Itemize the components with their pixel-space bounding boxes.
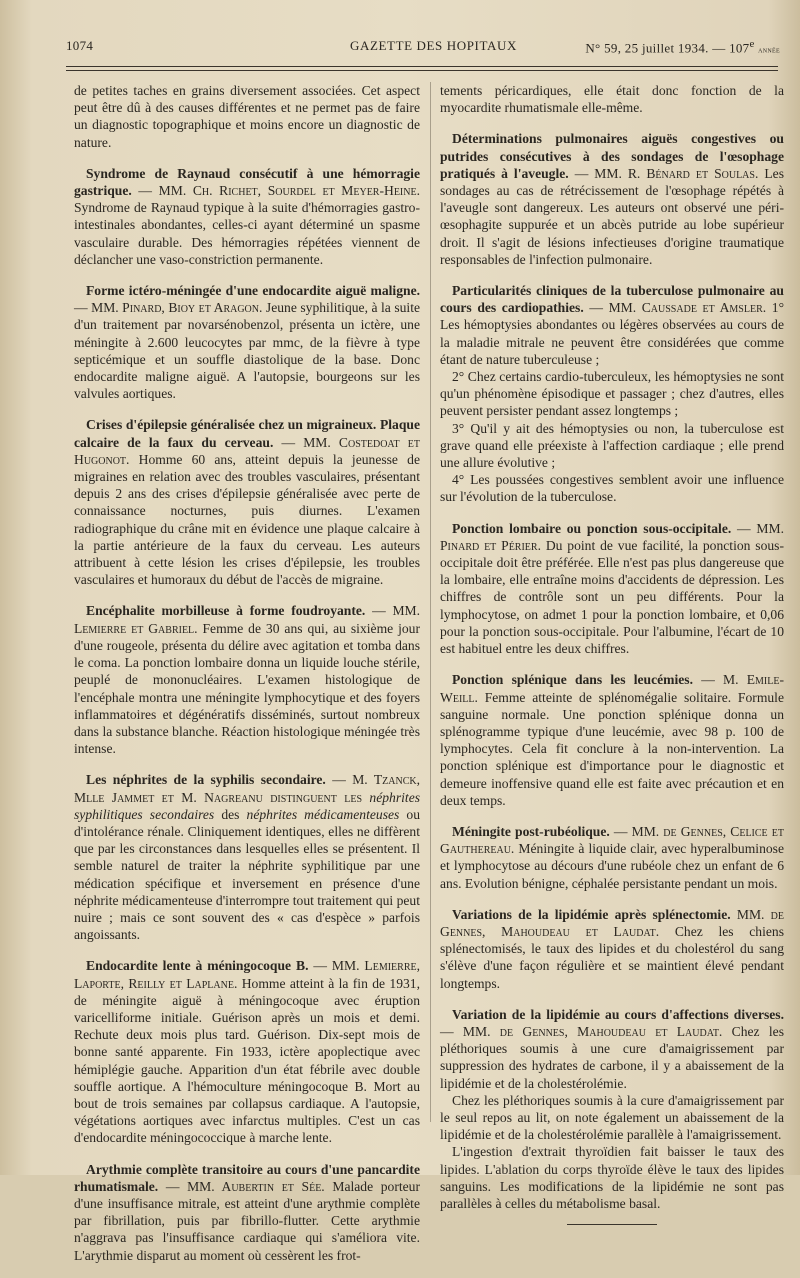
abstract-ponction-lombaire: Ponction lombaire ou ponction sous-occipitale. — MM. Pinard et Périer. Du point de vue facilité, la ponction sous-occipitale doit être préférée. Elle n'est pas plus dangereuse que la lombaire, elle entraîne moins d'accidents de dépression. Les chiffres de contrôle sont un peu différents. Pour la lymphocytose, on admet 1 pour la ponction lombaire, et 0,06 pour la ponction sous-occipitale. Pour l'albumine, l'écart de 10 est habituel entre les deux chiffres. xyxy=(440,520,784,657)
header-rule xyxy=(66,66,778,67)
abstract-tuberculose: Particularités cliniques de la tuberculose pulmonaire au cours des cardiopathies. — MM. Caussade et Amsler. 1° Les hémoptysies abondantes ou légères observées au cours de la maladie mitrale ne peuvent être considérées que comme étant de nature tuberculeuse ; xyxy=(440,283,784,367)
continued-paragraph: de petites taches en grains diversement associées. Cet aspect peut être dû à des causes différentes et ne permet pas de faire un diagnostic topographique et moins encore un diagnostic de nature. xyxy=(74,83,420,150)
tuberculose-point-4: 4° Les poussées congestives semblent avoir une influence sur l'évolution de la tuberculose. xyxy=(440,472,784,505)
left-column xyxy=(74,82,420,1278)
continued-paragraph-right: tements péricardiques, elle était donc fonction de la myocardite rhumatismale elle-même. xyxy=(440,83,784,116)
abstract-encephalite: Encéphalite morbilleuse à forme foudroyante. — MM. Lemierre et Gabriel. Femme de 30 ans qui, au sixième jour d'une rougeole, présenta du délire avec agitation et tomba dans le coma. La ponction lombaire donna un liquide louche stérile, peuplé de mononucléaires. L'examen histologique de l'encéphale montra une méningite lymphocytique et des foyers inflammatoires et dégénératifs disséminés, surtout nombreux dans la substance blanche. Réaction histologique méningée très intense. xyxy=(74,603,421,757)
abstract-meningite-rubeolique: Méningite post-rubéolique. — MM. de Gennes, Celice et Gauthereau. Méningite à liquide clair, avec hyperalbuminose et lymphocytose au décours d'une rubéole chez un enfant de 6 ans. Evolution bénigne, céphalée persistante pendant un mois. xyxy=(440,823,784,891)
lipidemie-paragraph-2: Chez les pléthoriques soumis à la cure d'amaigrissement par le seul repos au lit, on note également un abaissement de la lipidémie et de la cholestérolémie parallèle à l'amaigrissement. xyxy=(440,1092,784,1143)
abstract-ponction-splenique: Ponction splénique dans les leucémies. — M. Emile-Weill. Femme atteinte de splénomégalie solitaire. Formule sanguine normale. Une ponction splénique donna un splénogramme typique d'une leucémie, avec 98 p. 100 de lymphocytes. Cela fit conclure à la non-intervention. La ponction splénique est d'importance pour le diagnostic et demeure inoffensive quand elle est faite avec précaution et en deux temps. xyxy=(440,672,785,808)
right-column xyxy=(440,82,784,1225)
abstract-ictero-meningee: Forme ictéro-méningée d'une endocardite aiguë maligne. — MM. Pinard, Bioy et Aragon. Jeune syphilitique, à la suite d'un traitement par novarsénobenzol, présenta un ictère, une méningite à 2.600 leucocytes par mmc, de la fièvre à type septicémique et un souffle diastolique de la base. Donc endocardite maligne aiguë. A l'autopsie, bourgeons sur les valvules aortiques. xyxy=(74,283,421,402)
abstract-nephrites: Les néphrites de la syphilis secondaire. — M. Tzanck, Mlle Jammet et M. Nagreanu distinguent les néphrites syphilitiques secondaires des néphrites médicamenteuses ou d'intolérance rénale. Cliniquement identiques, elles ne diffèrent que par les circonstances dans lesquelles elles se présentent. Il semble naturel de traiter la néphrite syphilitique par une médication spécifique et inversement en présence d'une néphrite médicamenteuse d'interrompre tout traitement qui peut nuire ; mais ce sont souvent des « cas d'espèce » parfois angoissants. xyxy=(74,772,421,943)
column-divider xyxy=(430,82,431,1122)
tuberculose-point-3: 3° Qu'il y ait des hémoptysies ou non, la tuberculose est grave quand elle préexiste à l'affection cardiaque ; elle prend une allure évolutive ; xyxy=(440,420,784,471)
journal-title: GAZETTE DES HOPITAUX xyxy=(350,38,517,53)
abstract-arythmie: Arythmie complète transitoire au cours d'une pancardite rhumatismale. — MM. Aubertin et Sée. Malade porteur d'une insuffisance mitrale, est atteint d'une arythmie complète par fibrillation, puis par fibrillo-flutter. Cette arythmie n'aggrava pas l'insuffisance cardiaque qui s'améliora vite. L'arythmie disparut au moment où cessèrent les frot- xyxy=(74,1161,421,1263)
tuberculose-point-2: 2° Chez certains cardio-tuberculeux, les hémoptysies ne sont qu'un phénomène épisodique et passager ; chez d'autres, elles peuvent persister pendant assez longtemps ; xyxy=(440,369,784,419)
abstract-raynaud: Syndrome de Raynaud consécutif à une hémorragie gastrique. — MM. Ch. Richet, Sourdel et Meyer-Heine. Syndrome de Raynaud typique à la suite d'hémorragies gastro-intestinales abondantes, celles-ci ayant déterminé un spasme vasculaire durable. Des hémorragies répétées viennent de déclancher une vaso-constriction permanente. xyxy=(74,165,420,267)
abstract-pulmonaires: Déterminations pulmonaires aiguës congestives ou putrides consécutives à des sondages de l'œsophage pratiqués à l'aveugle. — MM. R. Bénard et Soulas. Les sondages au cas de rétrécissement de l'œsophage répétés à l'aveugle sont dangereux. Les auteurs ont observé une péri-œsophagite suppurée et un abcès putride au lobe supérieur droit. Il s'agit de lésions infectieuses d'origine traumatique responsables de l'infection pulmonaire. xyxy=(440,131,785,267)
abstract-epilepsie: Crises d'épilepsie généralisée chez un migraineux. Plaque calcaire de la faux du cerveau. — MM. Costedoat et Hugonot. Homme 60 ans, atteint depuis la jeunesse de migraines en relation avec des troubles vasculaires, présentant depuis 2 ans des crises d'épilepsie généralisée avec perte de connaissance nocturnes, puis diurnes. L'examen radiographique du crâne mit en évidence une plaque calcaire à la partie antérieure de la faux du cerveau. Les auteurs attribuent à cette lésion les crises d'épilepsie, les troubles vasculaires et humoraux du début de l'accès de migraine. xyxy=(74,417,421,588)
abstract-lipidemie-splenectomie: Variations de la lipidémie après splénectomie. MM. de Gennes, Mahoudeau et Laudat. Chez les chiens splénectomisés, le taux des lipides et du cholestérol du sang s'élève d'une façon régulière et se maintient élevé pendant longtemps. xyxy=(440,906,784,991)
issue-info: N° 59, 25 juillet 1934. — 107e année xyxy=(585,38,780,56)
end-rule xyxy=(567,1224,657,1225)
page-number: 1074 xyxy=(66,38,94,53)
abstract-lipidemie-affections: Variation de la lipidémie au cours d'affections diverses. — MM. de Gennes, Mahoudeau et Laudat. Chez les pléthoriques soumis à une cure d'amaigrissement par suppression des hydrates de carbone, il y a abaissement de la lipidémie et de la cholestérolémie. xyxy=(440,1006,784,1091)
page-header xyxy=(62,38,780,60)
abstract-endocardite-lente: Endocardite lente à méningocoque B. — MM. Lemierre, Laporte, Reilly et Laplane. Homme atteint à la fin de 1931, de méningite aiguë à méningocoque avec éruption varicelliforme initiale. Guérison après un mois et demi. Rechute deux mois plus tard. Guérison. Dix-sept mois de bonne santé apparente. Fin 1933, ictère apoplectique avec hémiplégie gauche. Apparition d'un état fébrile avec double souffle aortique. A l'hémoculture méningocoque B. Mort au bout de trois semaines par collapsus cardiaque. A l'autopsie, végétations aortiques avec infarctus multiples. C'est un cas d'endocardite méningococcique à marche lente. xyxy=(74,958,421,1146)
lipidemie-paragraph-3: L'ingestion d'extrait thyroïdien fait baisser le taux des lipides. L'ablation du corps thyroïde élève le taux des lipides sanguins. Les modifications de la lipidémie ne sont pas parallèles à celles du métabolisme basal. xyxy=(440,1144,784,1211)
header-rule-2 xyxy=(66,70,778,71)
